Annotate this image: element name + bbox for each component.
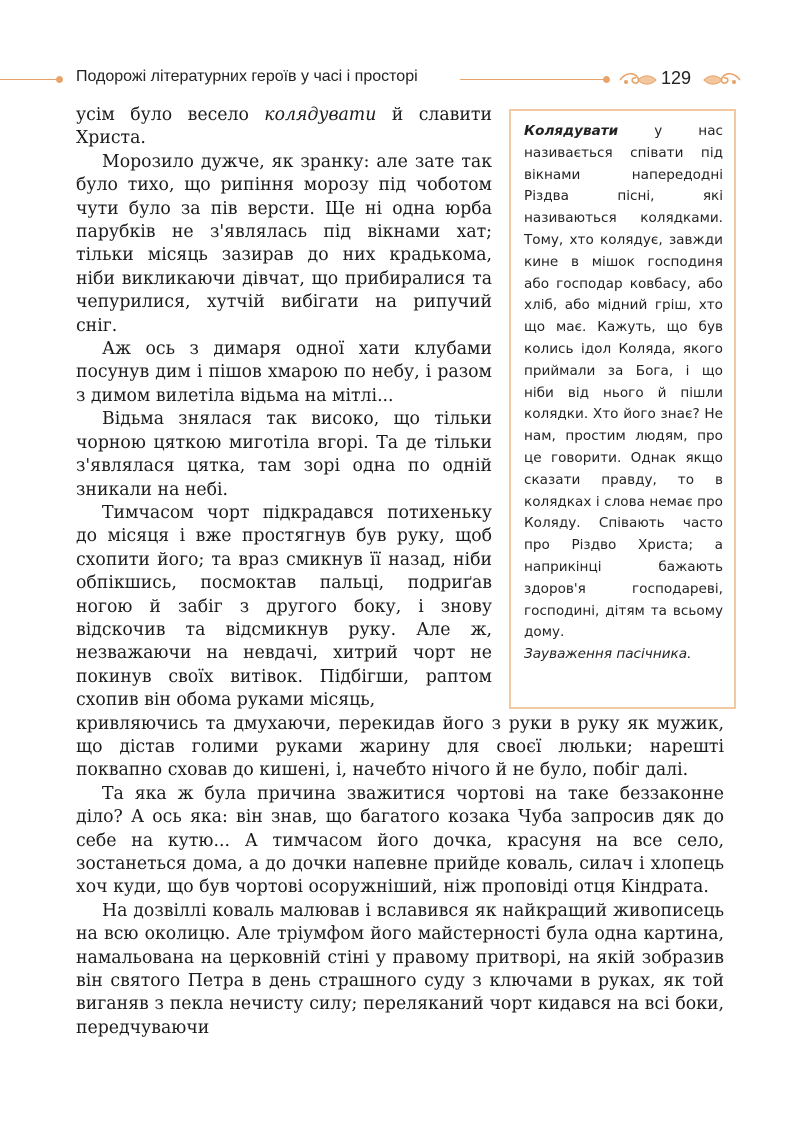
paragraph-6: Та яка ж була причина зважитися чортові на таке беззаконне діло? А ось яка: він знав, що багатого козака Чуба запросив дяк до себе на кутю... А тимчасом його дочка, красуня на все село, зостанеться дома, а до дочки напевне прийде коваль, силач і хлопець хоч куди, що був чортові осоружніший, ніж проповіді отця Кіндрата. — [76, 783, 724, 898]
paragraph-4: Відьма знялася так високо, що тільки чорною цяткою миготіла вгорі. Та де тільки з'являлася цятка, там зорі одна по одній зникали на небі. — [76, 409, 492, 500]
sidebar-definition: у нас називається співати під вікнами напередодні Різдва пісні, які називаються колядками. Тому, хто колядує, завжди кине в мішок господиня або господар ковбасу, або хліб, або мідний гріш, хто що має. Кажуть, що був колись ідол Коляда, якого приймали за Бога, і що ніби від нього й пішли колядки. Хто його знає? Не нам, простим людям, про це говорити. Однак якщо сказати правду, то в колядках і слова немає про Коляду. Співають часто про Різдво Христа; а наприкінці бажають здоров'я господареві, господині, дітям та всьому дому. — [524, 123, 724, 641]
emphasis-koliaduvaty: колядувати — [264, 105, 377, 125]
ornament-right-icon — [702, 70, 742, 90]
header-rule-middle — [460, 79, 605, 80]
page-number: 129 — [661, 68, 692, 88]
sidebar-note: Зауваження пасічника. — [524, 646, 692, 663]
glossary-sidebar — [509, 109, 736, 709]
text-wrap-column — [76, 104, 492, 713]
paragraph-2: Морозило дужче, як зранку: але зате так було тихо, що рипіння морозу під чоботом чути було за пів версти. Ще ні одна юрба парубків не з'являлась під вікнами хат; тільки місяць зазирав до них крадькома, ніби викликаючи дівчат, що прибиралися та чепурилися, хутчій вибігати на рипучий сніг. — [76, 151, 492, 336]
header-rule-left — [0, 79, 58, 80]
page-header — [0, 58, 794, 102]
ornament-left-icon — [618, 70, 658, 90]
paragraph-1: усім було весело колядувати й славити Христа. — [76, 105, 492, 149]
running-title: Подорожі літературних героїв у часі і просторі — [76, 68, 418, 85]
paragraph-7: На дозвіллі коваль малював і вславився як найкращий живописець на всю околицю. Але тріумфом його майстерності була одна картина, намальована на церковній стіні у правому притворі, на якій зобразив він святого Петра в день страшного суду з ключами в руках, як той виганяв з пекла нечисту силу; переляканий чорт кидався на всі боки, передчуваючи — [76, 900, 724, 1038]
paragraph-5: Тимчасом чорт підкрадався потихеньку до місяця і вже простягнув був руку, щоб схопити його; та враз смикнув її назад, ніби обпікшись, посмоктав пальці, подриґав ногою й забіг з другого боку, і знову відскочив та відсмикнув руку. Але ж, незважаючи на невдачі, хитрий чорт не покинув своїх витівок. Підбігши, раптом схопив він обома руками місяць, — [76, 502, 492, 711]
header-dot-middle — [603, 76, 610, 83]
paragraph-3: Аж ось з димаря одної хати клубами посунув дим і пішов хмарою по небу, і разом з димом вилетіла відьма на мітлі... — [76, 339, 492, 406]
sidebar-term: Колядувати — [524, 123, 619, 139]
header-dot-left — [56, 76, 63, 83]
paragraph-5-continued: кривляючись та дмухаючи, перекидав його з руки в руку як мужик, що дістав голими руками жарину для своєї люльки; нарешті поквапно сховав до кишені, і, начебто нічого й не було, побіг далі. — [76, 713, 724, 781]
